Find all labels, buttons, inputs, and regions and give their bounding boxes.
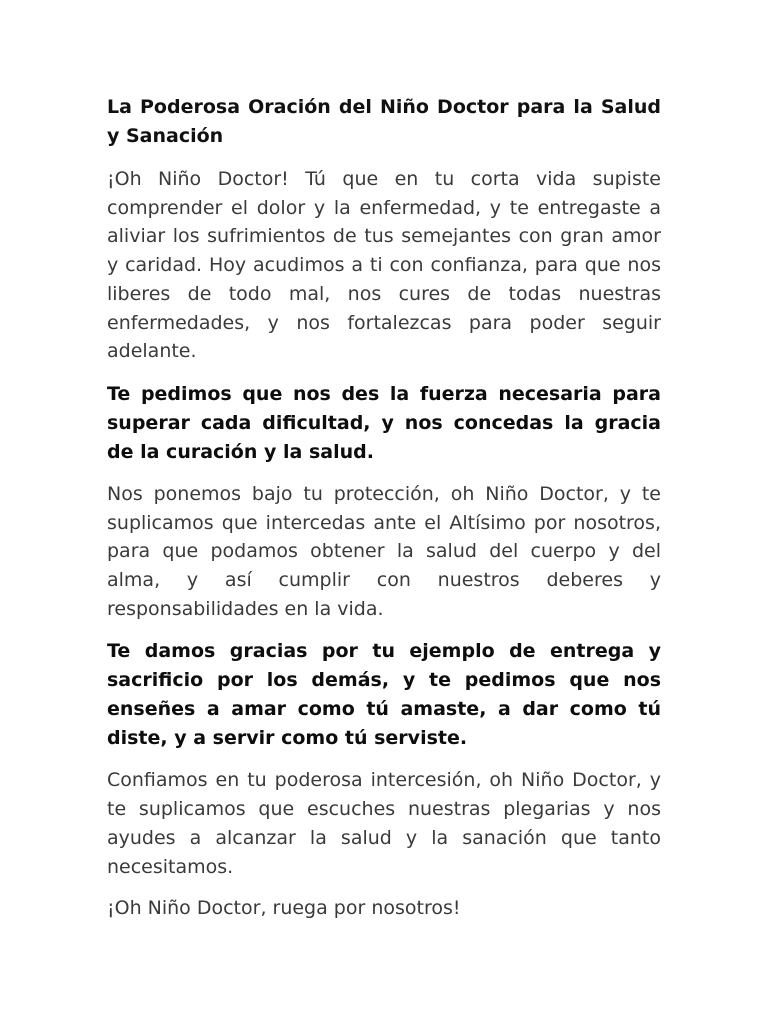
- paragraph-protection: Nos ponemos bajo tu protección, oh Niño Doctor, y te suplicamos que intercedas ante el Altísimo por nosotros, para que podamos obtener la salud del cuerpo y del alma, y así cumplir con nuestros deberes y responsabilidades en la vida.: [107, 482, 661, 620]
- document-page: [107, 93, 661, 923]
- paragraph-closing: ¡Oh Niño Doctor, ruega por nosotros!: [107, 897, 461, 920]
- paragraph-intercession: Confiamos en tu poderosa intercesión, oh Niño Doctor, y te suplicamos que escuches nuestras plegarias y nos ayudes a alcanzar la salud y la sanación que tanto necesitamos.: [107, 769, 661, 878]
- paragraph-thanks: Te damos gracias por tu ejemplo de entrega y sacrificio por los demás, y te pedimos que nos enseñes a amar como tú amaste, a dar como tú diste, y a servir como tú serviste.: [107, 640, 661, 750]
- document-title: La Poderosa Oración del Niño Doctor para la Salud y Sanación: [107, 96, 661, 147]
- paragraph-opening-prayer: ¡Oh Niño Doctor! Tú que en tu corta vida supiste comprender el dolor y la enfermedad, y te entregaste a aliviar los sufrimientos de tus semejantes con gran amor y caridad. Hoy acudimos a ti con confianza, para que nos liberes de todo mal, nos cures de todas nuestras enfermedades, y nos fortalezcas para poder seguir adelante.: [107, 168, 661, 363]
- paragraph-request-strength: Te pedimos que nos des la fuerza necesaria para superar cada dificultad, y nos concedas la gracia de la curación y la salud.: [107, 382, 661, 463]
